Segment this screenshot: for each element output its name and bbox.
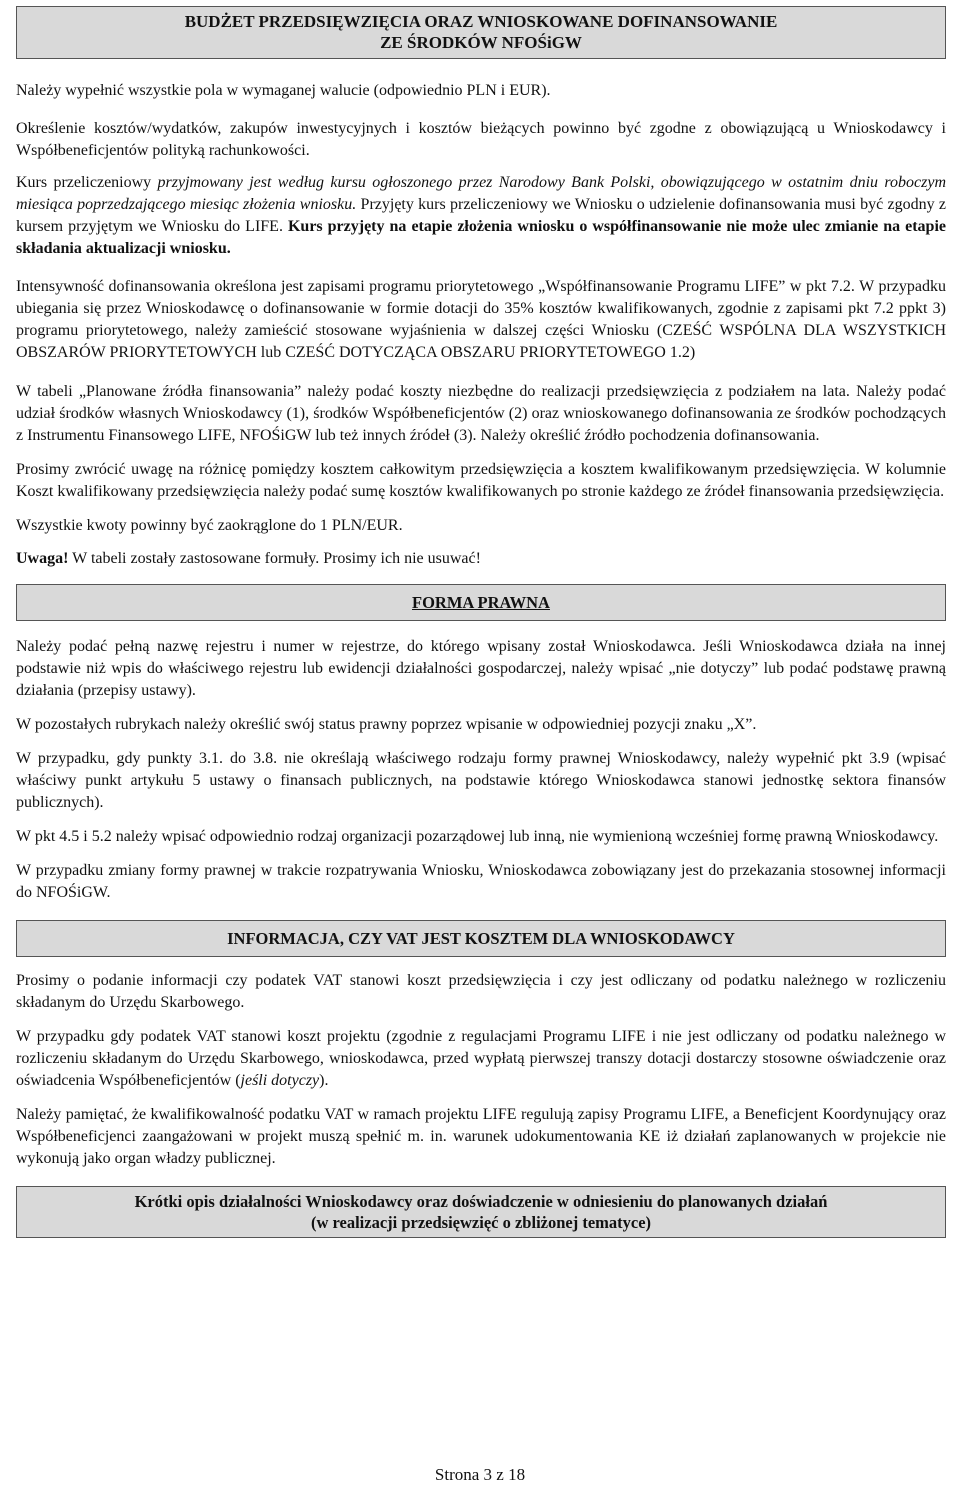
activity-title-line2: (w realizacji przedsięwzięć o zbliżonej tematyce) <box>310 1213 652 1232</box>
budget-paragraph-6: Prosimy zwrócić uwagę na różnicę pomiędzy kosztem całkowitym przedsięwzięcia a kosztem kwalifikowanym przedsięwzięcia. W kolumnie Koszt kwalifikowany przedsięwzięcia należy podać sumę kosztów kwalifikowanych po stronie każdego ze źródeł finansowania przedsięwzięcia. <box>16 461 946 500</box>
forma-paragraph-3: W przypadku, gdy punkty 3.1. do 3.8. nie określają właściwego rodzaju formy prawnej Wnioskodawcy, należy wypełnić pkt 3.9 (wpisać właściwy punkt artykułu 5 ustawy o finansach publicznych, na podstawie którego Wnioskodawca stanowi jednostkę sektora finansów publicznych). <box>16 750 946 811</box>
exchange-rate-consistency: Przyjęty kurs przeliczeniowy we Wniosku o udzielenie dofinansowania musi być zgodny z kursem przyjętym we Wniosku do LIFE. <box>16 196 946 235</box>
budget-paragraph-2: Określenie kosztów/wydatków, zakupów inwestycyjnych i kosztów bieżących powinno być zgodne z obowiązującą u Wnioskodawcy i Współbeneficjentów polityką rachunkowości. <box>16 120 946 159</box>
budget-paragraph-5: W tabeli „Planowane źródła finansowania” należy podać koszty niezbędne do realizacji przedsięwzięcia z podziałem na lata. Należy podać udział środków własnych Wnioskodawcy (1), środków Współbeneficjentów (2) oraz wnioskowanego dofinansowania ze środków pochodzących z Instrumentu Finansowego LIFE, NFOŚiGW lub też innych źródeł (3). Należy określić źródło pochodzenia dofinansowania. <box>16 383 946 444</box>
budget-title-line1: BUDŻET PRZEDSIĘWZIĘCIA ORAZ WNIOSKOWANE DOFINANSOWANIE <box>184 12 778 31</box>
exchange-rate-lead: Kurs przeliczeniowy <box>16 174 158 191</box>
vat-cost-end: ). <box>319 1072 329 1089</box>
budget-title-line2: ZE ŚRODKÓW NFOŚiGW <box>380 33 582 52</box>
vat-title: INFORMACJA, CZY VAT JEST KOSZTEM DLA WNIOSKODAWCY <box>227 929 735 948</box>
budget-section-header <box>16 6 946 59</box>
exchange-rate-fixed-note: Kurs przyjęty na etapie złożenia wniosku o współfinansowanie nie może ulec zmianie na etapie składania aktualizacji wniosku. <box>16 218 946 257</box>
vat-if-applicable: jeśli dotyczy <box>240 1072 320 1089</box>
warning-text: W tabeli zostały zastosowane formuły. Prosimy ich nie usuwać! <box>68 550 481 567</box>
forma-paragraph-4: W pkt 4.5 i 5.2 należy wpisać odpowiednio rodzaj organizacji pozarządowej lub inną, nie wymienioną wcześniej formę prawną Wnioskodawcy. <box>16 828 939 845</box>
vat-paragraph-1: Prosimy o podanie informacji czy podatek VAT stanowi koszt przedsięwzięcia i czy jest odliczany od podatku należnego w rozliczeniu składanym do Urzędu Skarbowego. <box>16 972 946 1011</box>
forma-prawna-title: FORMA PRAWNA <box>412 593 550 612</box>
budget-paragraph-1: Należy wypełnić wszystkie pola w wymaganej walucie (odpowiednio PLN i EUR). <box>16 82 551 99</box>
warning-label: Uwaga! <box>16 550 69 567</box>
budget-paragraph-7: Wszystkie kwoty powinny być zaokrąglone do 1 PLN/EUR. <box>16 517 403 534</box>
activity-description-header <box>16 1186 946 1238</box>
page-number: Strona 3 z 18 <box>434 1465 526 1484</box>
activity-title-line1: Krótki opis działalności Wnioskodawcy oraz doświadczenie w odniesieniu do planowanych działań <box>134 1192 828 1211</box>
budget-paragraph-4: Intensywność dofinansowania określona jest zapisami programu priorytetowego „Współfinansowanie Programu LIFE” w pkt 7.2. W przypadku ubiegania się przez Wnioskodawcę o dofinansowanie w formie dotacji do 35% kosztów kwalifikowanych, zgodnie z zapisami pkt 7.2 ppkt 3) programu priorytetowego, należy zamieścić stosowane wyjaśnienia w dalszej części Wniosku (CZEŚĆ WSPÓLNA DLA WSZYSTKICH OBSZARÓW PRIORYTETOWYCH lub CZEŚĆ DOTYCZĄCA OBSZARU PRIORYTETOWEGO 1.2) <box>16 278 946 361</box>
forma-paragraph-2: W pozostałych rubrykach należy określić swój status prawny poprzez wpisanie w odpowiedniej pozycji znaku „X”. <box>16 716 757 733</box>
forma-paragraph-1: Należy podać pełną nazwę rejestru i numer w rejestrze, do którego wpisany został Wnioskodawca. Jeśli Wnioskodawca działa na innej podstawie niż wpis do właściwego rejestru lub ewidencji działalności gospodarczej, należy wpisać „nie dotyczy” lub podać podstawę prawną działania (przepisy ustawy). <box>16 638 946 699</box>
vat-cost-text: W przypadku gdy podatek VAT stanowi koszt projektu (zgodnie z regulacjami Programu LIFE i nie jest odliczany od podatku należnego w rozliczeniu składanym do Urzędu Skarbowego, wnioskodawca, przed wypłatą pierwszej transzy dotacji dostarczy stosowne oświadczenie oraz oświadcenia Współbeneficjentów ( <box>16 1028 946 1089</box>
forma-prawna-header <box>16 584 946 621</box>
vat-paragraph-2 <box>16 1026 946 1092</box>
vat-paragraph-3: Należy pamiętać, że kwalifikowalność podatku VAT w ramach projektu LIFE regulują zapisy Programu LIFE, a Beneficjent Koordynujący oraz Współbeneficjenci zaangażowani w projekt muszą spełnić m. in. warunek udokumentowania KE iż działań zaplanowanych w projekcie nie wykonują jako organ władzy publicznej. <box>16 1106 946 1167</box>
document-page <box>16 6 946 1238</box>
exchange-rate-rule: przyjmowany jest według kursu ogłoszonego przez Narodowy Bank Polski, obowiązującego w ostatnim dniu roboczym miesiąca poprzedzającego miesiąc złożenia wniosku. <box>16 174 947 213</box>
budget-paragraph-8 <box>16 548 946 570</box>
forma-paragraph-5: W przypadku zmiany formy prawnej w trakcie rozpatrywania Wniosku, Wnioskodawca zobowiązany jest do przekazania stosownej informacji do NFOŚiGW. <box>16 862 946 901</box>
budget-paragraph-3 <box>16 172 946 260</box>
vat-header <box>16 920 946 957</box>
